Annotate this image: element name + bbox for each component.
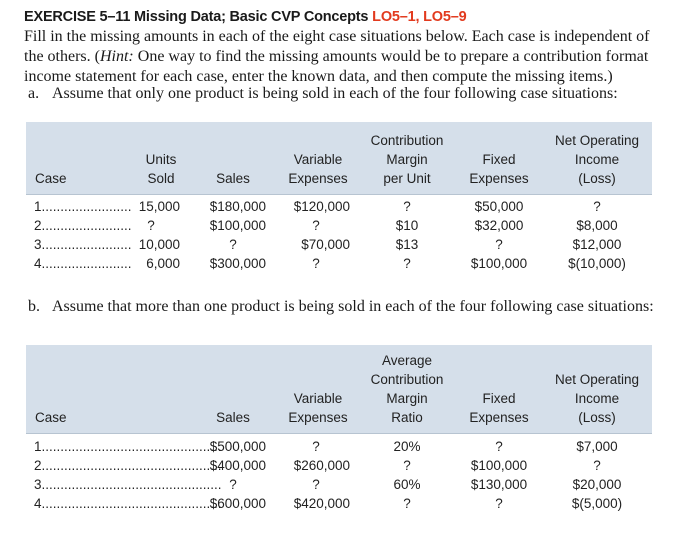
exercise-title [24, 9, 466, 25]
instruction-line: Fill in the missing amounts in each of the eight case situations below. Each case is independent of [24, 28, 650, 45]
net-operating-income: $7,000 [576, 439, 618, 454]
net-operating-income: ? [593, 199, 601, 214]
table-row [26, 475, 652, 494]
fixed-expenses: $32,000 [474, 218, 524, 233]
header-net-operating-income: Net Operating Income (Loss) [554, 133, 640, 186]
units-sold: 15,000 [138, 199, 180, 214]
header-cm-per-unit: Contribution Margin per Unit [370, 133, 444, 186]
fixed-expenses: $100,000 [470, 256, 528, 271]
fixed-expenses: ? [495, 439, 503, 454]
sales: $100,000 [209, 218, 266, 233]
header-net-operating-income: Net Operating Income (Loss) [554, 372, 640, 425]
part-b-instruction [28, 298, 654, 316]
variable-expenses: ? [312, 439, 320, 454]
cm-ratio: 20% [393, 439, 421, 454]
header-sales: Sales [216, 410, 250, 425]
table-row [26, 456, 652, 475]
table-b-header [26, 345, 652, 433]
variable-expenses: ? [312, 477, 320, 492]
part-b-text: Assume that more than one product is being sold in each of the four following case situations: [52, 298, 654, 315]
net-operating-income: ? [593, 458, 601, 473]
header-divider [26, 194, 652, 195]
sales: $600,000 [209, 496, 266, 511]
net-operating-income: $12,000 [572, 237, 622, 252]
cm-per-unit: $13 [395, 237, 419, 252]
fixed-expenses: $130,000 [470, 477, 528, 492]
table-part-b [26, 345, 652, 515]
sales: $180,000 [209, 199, 266, 214]
cm-per-unit: ? [403, 256, 411, 271]
part-a-text: Assume that only one product is being sold in each of the four following case situations: [52, 85, 618, 102]
cm-per-unit: $10 [395, 218, 419, 233]
sales: $400,000 [209, 458, 266, 473]
table-a-header [26, 122, 652, 194]
sales: $300,000 [209, 256, 266, 271]
header-cm-ratio: Average Contribution Margin Ratio [370, 353, 444, 425]
table-row [26, 437, 652, 456]
case-label: 3................................................ [34, 477, 222, 492]
exercise-instructions [24, 27, 664, 87]
units-sold: 10,000 [138, 237, 180, 252]
header-case: Case [35, 410, 67, 425]
case-label: 2........................ [34, 218, 132, 233]
part-a-instruction [28, 85, 618, 103]
net-operating-income: $(5,000) [571, 496, 623, 511]
header-variable-expenses: Variable Expenses [288, 152, 348, 186]
net-operating-income: $(10,000) [568, 256, 626, 271]
variable-expenses: $120,000 [293, 199, 350, 214]
table-row [26, 216, 652, 235]
fixed-expenses: ? [495, 237, 503, 252]
header-fixed-expenses: Fixed Expenses [469, 152, 529, 186]
sales: $500,000 [209, 439, 266, 454]
exercise-title-text: EXERCISE 5–11 Missing Data; Basic CVP Concepts [24, 9, 369, 25]
units-sold: ? [147, 218, 155, 233]
part-b-label: b. [28, 298, 40, 315]
table-row [26, 235, 652, 254]
units-sold: 6,000 [146, 256, 180, 271]
learning-objectives: LO5–1, LO5–9 [372, 9, 467, 25]
case-label: 1................................................ [34, 439, 222, 454]
cm-per-unit: ? [403, 199, 411, 214]
instruction-line: the others. (Hint: One way to find the missing amounts would be to prepare a contribution format [24, 48, 649, 65]
net-operating-income: $8,000 [576, 218, 618, 233]
variable-expenses: $260,000 [293, 458, 350, 473]
sales: ? [229, 237, 237, 252]
header-fixed-expenses: Fixed Expenses [469, 391, 529, 425]
case-label: 3........................ [34, 237, 132, 252]
cm-ratio: 60% [393, 477, 421, 492]
variable-expenses: $70,000 [301, 237, 350, 252]
table-row [26, 494, 652, 513]
header-variable-expenses: Variable Expenses [288, 391, 348, 425]
case-label: 4................................................ [34, 496, 222, 511]
header-units-sold: Units Sold [145, 152, 177, 186]
table-row [26, 254, 652, 273]
cm-ratio: ? [403, 458, 411, 473]
variable-expenses: $420,000 [293, 496, 350, 511]
case-label: 1........................ [34, 199, 132, 214]
variable-expenses: ? [312, 218, 320, 233]
header-sales: Sales [216, 171, 250, 186]
net-operating-income: $20,000 [572, 477, 622, 492]
case-label: 2................................................ [34, 458, 222, 473]
fixed-expenses: ? [495, 496, 503, 511]
table-row [26, 197, 652, 216]
header-case: Case [35, 171, 67, 186]
variable-expenses: ? [312, 256, 320, 271]
cm-ratio: ? [403, 496, 411, 511]
case-label: 4........................ [34, 256, 132, 271]
sales: ? [229, 477, 237, 492]
instruction-line: income statement for each case, enter the known data, and then compute the missing items.) [24, 68, 613, 85]
fixed-expenses: $50,000 [474, 199, 524, 214]
header-divider [26, 433, 652, 434]
fixed-expenses: $100,000 [470, 458, 528, 473]
table-part-a [26, 122, 652, 282]
part-a-label: a. [28, 85, 40, 102]
